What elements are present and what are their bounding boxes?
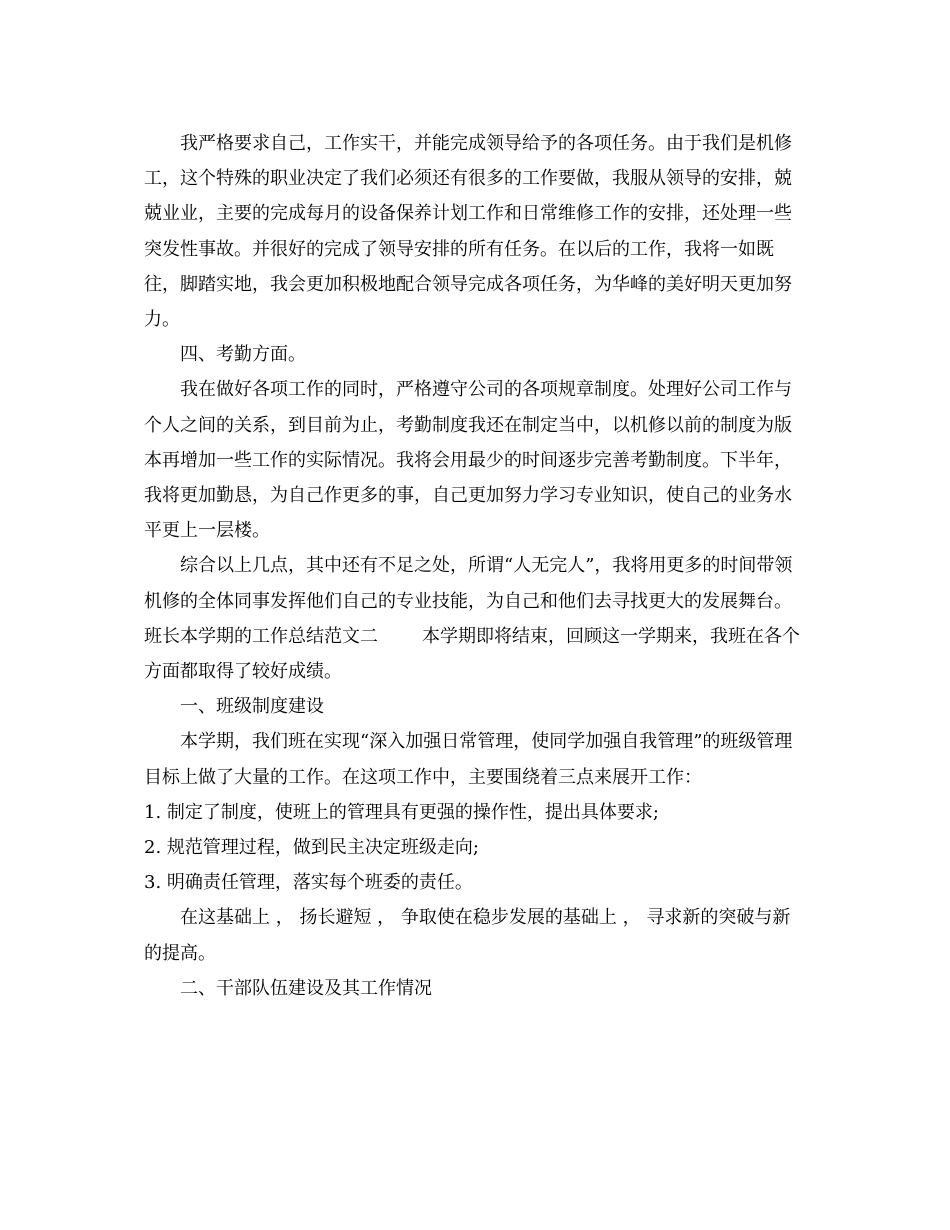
document-body <box>144 126 806 1006</box>
paragraph-summary: 综合以上几点，其中还有不足之处，所谓“人无完人”，我将用更多的时间带领机修的全体同事发挥他们自己的专业技能，为自己和他们去寻找更大的发展舞台。 <box>144 555 793 612</box>
section-title: 班长本学期的工作总结范文二 <box>144 625 378 647</box>
heading-class-system: 一、班级制度建设 <box>180 696 324 718</box>
paragraph-class-system: 本学期，我们班在实现“深入加强日常管理，使同学加强自我管理”的班级管理目标上做了大量的工作。在这项工作中，主要围绕着三点来展开工作： <box>144 731 793 788</box>
paragraph-title-two <box>144 619 806 689</box>
list-item: 3. 明确责任管理，落实每个班委的责任。 <box>144 872 473 894</box>
heading-cadre: 二、干部队伍建设及其工作情况 <box>180 977 432 999</box>
list-item: 2. 规范管理过程，做到民主决定班级走向; <box>144 837 479 859</box>
paragraph-work-attitude: 我严格要求自己，工作实干，并能完成领导给予的各项任务。由于我们是机修工，这个特殊的职业决定了我们必须还有很多的工作要做，我服从领导的安排，兢兢业业，主要的完成每月的设备保养计划工作和日常维修工作的安排，还处理一些突发性事故。并很好的完成了领导安排的所有任务。在以后的工作，我将一如既往，脚踏实地，我会更加积极地配合领导完成各项任务，为华峰的美好明天更加努力。 <box>144 133 792 331</box>
section-intro: 本学期即将结束，回顾这一学期来，我班在各个方面都取得了较好成绩。 <box>144 625 800 683</box>
paragraph-foundation: 在这基础上 ， 扬长避短 ， 争取使在稳步发展的基础上 ， 寻求新的突破与新的提高。 <box>144 907 791 964</box>
heading-attendance: 四、考勤方面。 <box>180 344 306 366</box>
list-item: 1. 制定了制度，使班上的管理具有更强的操作性，提出具体要求; <box>144 801 659 823</box>
paragraph-attendance: 我在做好各项工作的同时，严格遵守公司的各项规章制度。处理好公司工作与个人之间的关系，到目前为止，考勤制度我还在制定当中，以机修以前的制度为版本再增加一些工作的实际情况。我将会用最少的时间逐步完善考勤制度。下半年，我将更加勤恳，为自己作更多的事，自己更加努力学习专业知识，使自己的业务水平更上一层楼。 <box>144 379 792 542</box>
